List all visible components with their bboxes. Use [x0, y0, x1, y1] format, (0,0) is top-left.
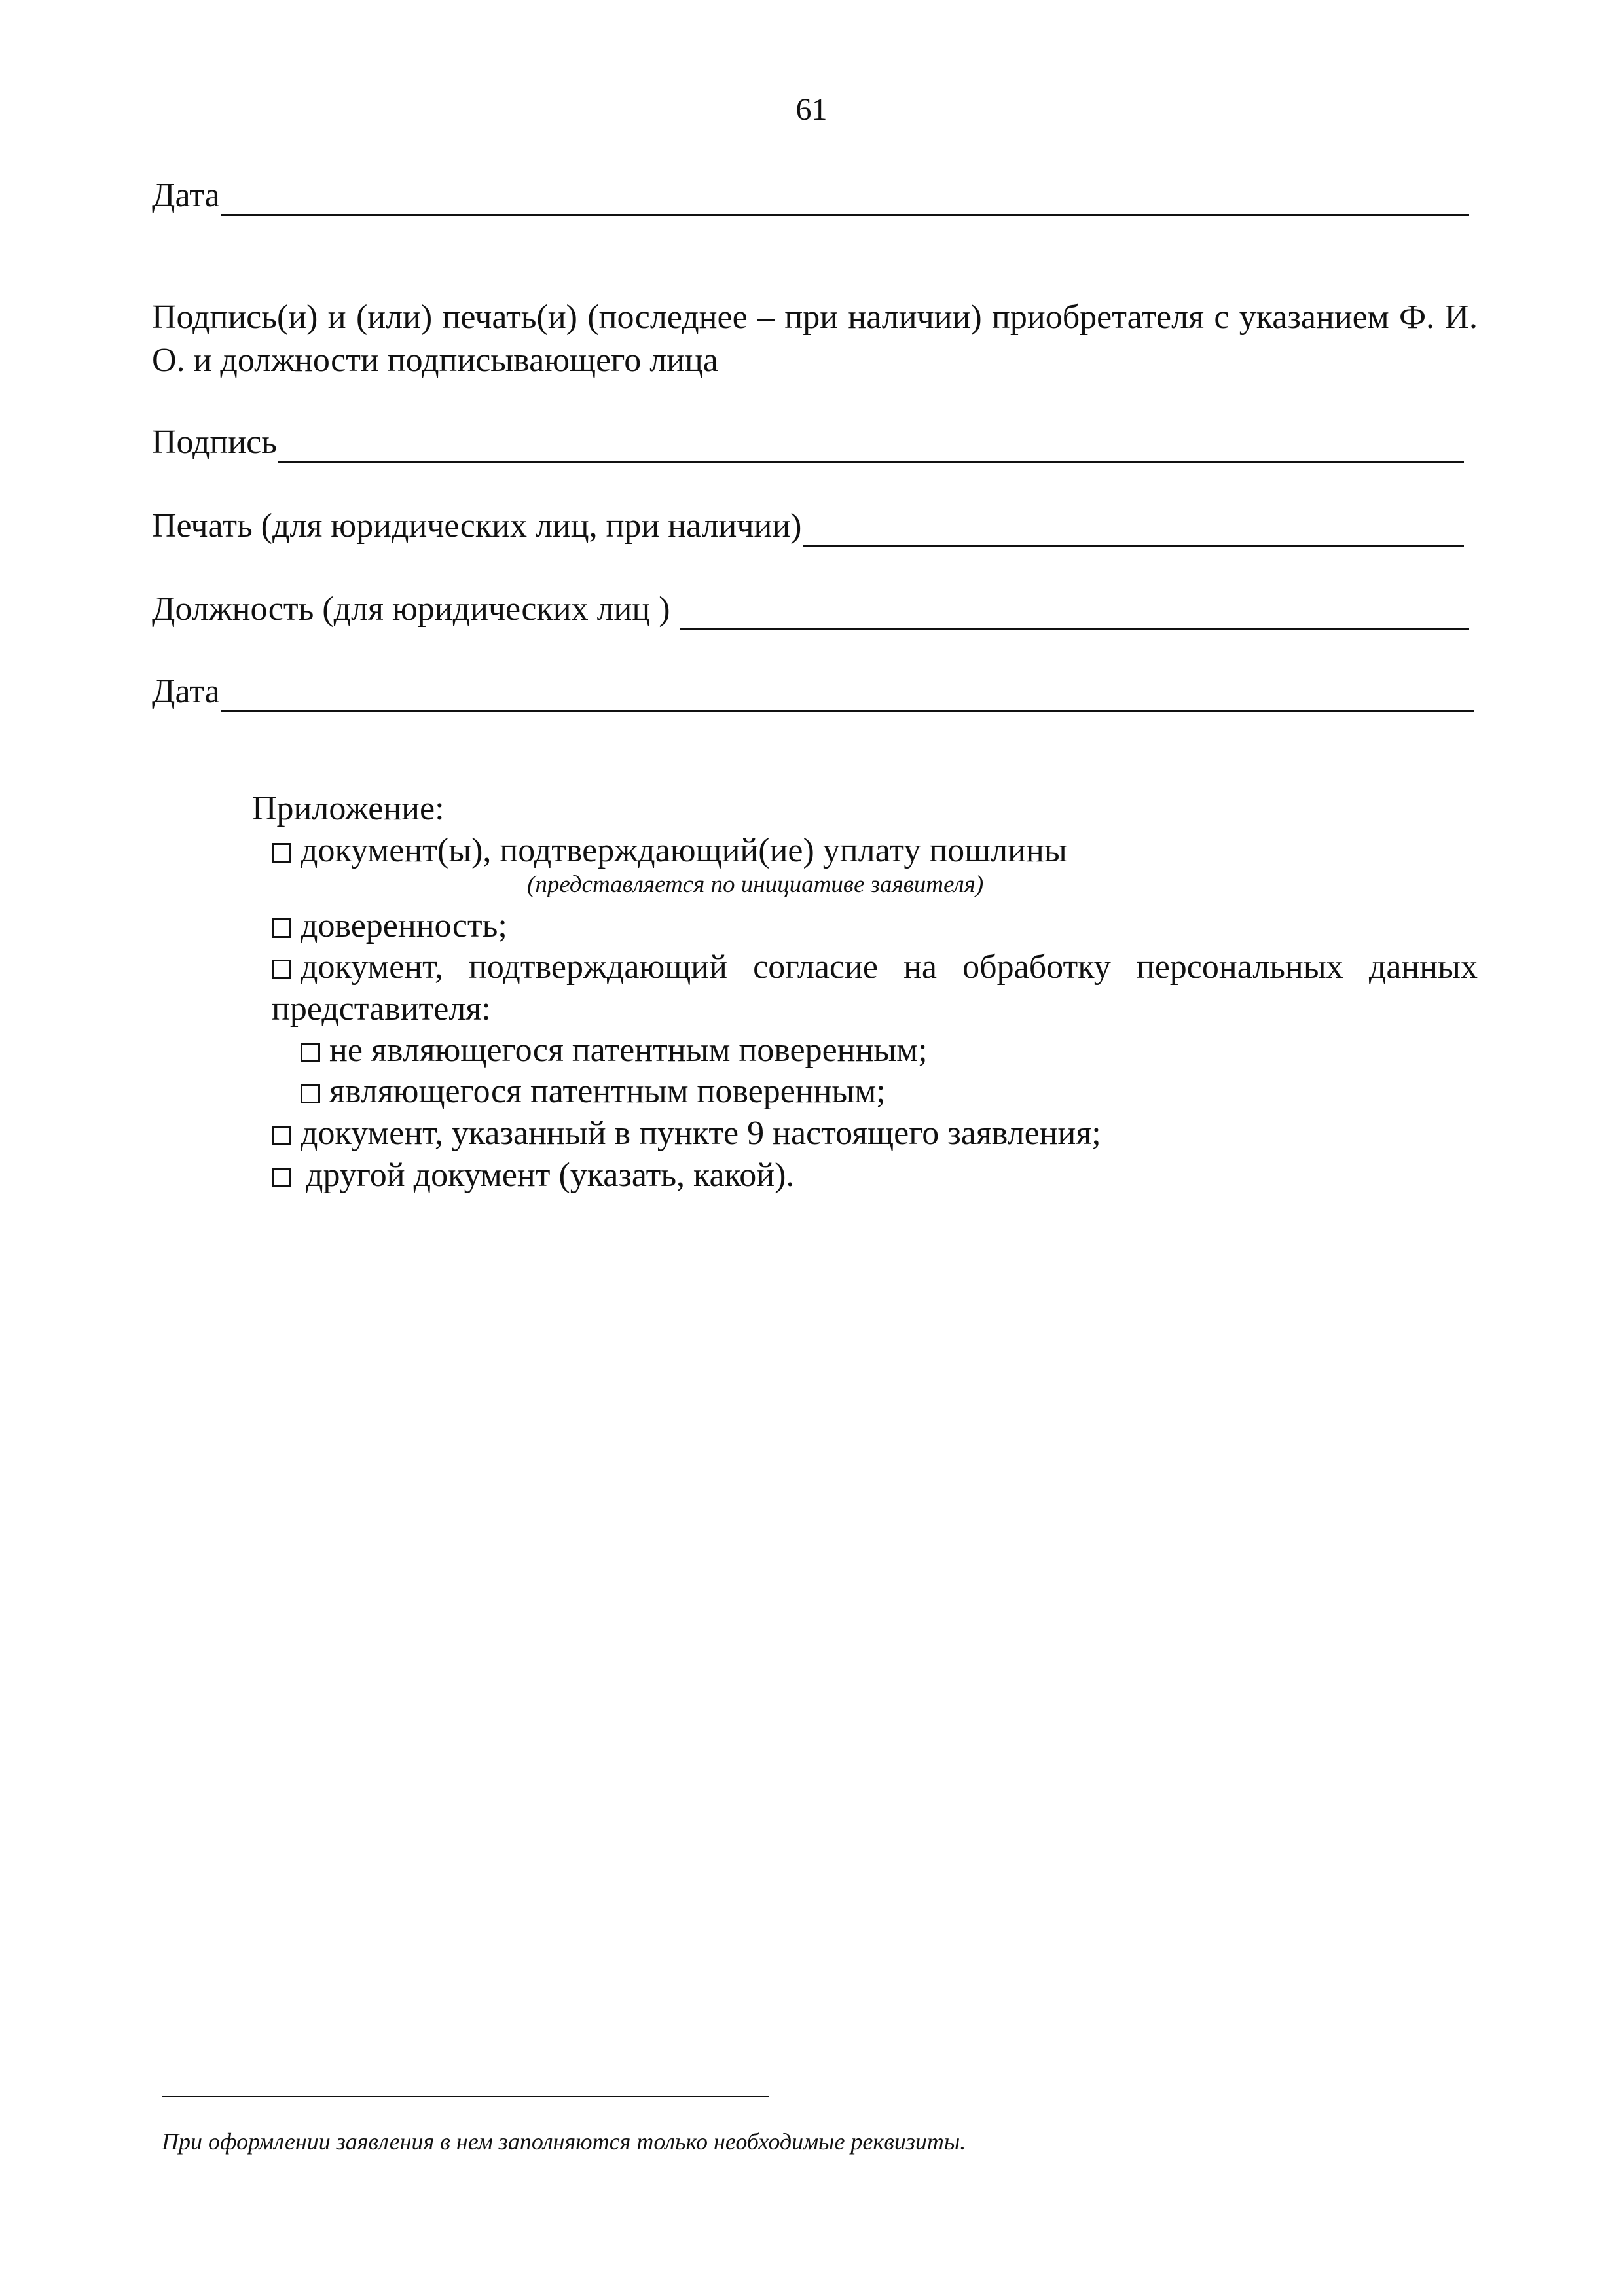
checkbox[interactable]	[272, 843, 291, 863]
signature-field	[152, 422, 1464, 463]
date-input-line-bottom[interactable]	[221, 679, 1474, 712]
appendix-item-clause-9-document	[272, 1113, 1101, 1155]
appendix-item-other-document	[272, 1155, 794, 1196]
position-field	[152, 589, 1469, 630]
appendix-item-label: документ(ы), подтверждающий(ие) уплату пошлины	[301, 832, 1067, 869]
checkbox[interactable]	[272, 1168, 291, 1187]
footnote-divider	[162, 2096, 769, 2097]
appendix-item-fee-document	[272, 830, 1067, 872]
signature-label: Подпись	[152, 423, 277, 461]
appendix-item-label: не являющегося патентным поверенным;	[329, 1031, 928, 1069]
checkbox[interactable]	[272, 1126, 291, 1145]
appendix-item-label: другой документ (указать, какой).	[306, 1157, 795, 1194]
checkbox[interactable]	[272, 918, 291, 938]
seal-input-line[interactable]	[803, 513, 1465, 547]
position-input-line[interactable]	[680, 596, 1469, 630]
checkbox[interactable]	[272, 960, 291, 979]
signature-intro: Подпись(и) и (или) печать(и) (последнее – при наличии) приобретателя с указанием Ф. И. О. и должности подписывающего лица	[152, 298, 1478, 379]
signature-input-line[interactable]	[278, 429, 1464, 463]
page-number: 61	[795, 92, 828, 127]
date-field-bottom	[152, 672, 1474, 712]
appendix-item-note: (представляется по инициативе заявителя)	[527, 871, 984, 898]
appendix-subitem-patent-attorney	[301, 1071, 886, 1113]
seal-label: Печать (для юридических лиц, при наличии)	[152, 507, 802, 545]
appendix-item-label: документ, указанный в пункте 9 настоящего заявления;	[301, 1115, 1101, 1152]
appendix-title: Приложение:	[252, 790, 445, 827]
appendix-subitem-not-patent-attorney	[301, 1030, 928, 1071]
appendix-item-consent-document	[272, 946, 1478, 1030]
position-label: Должность (для юридических лиц )	[152, 590, 670, 628]
seal-field	[152, 506, 1464, 547]
date-label-bottom: Дата	[152, 673, 220, 710]
appendix-item-label: доверенность;	[301, 907, 507, 944]
date-label-top: Дата	[152, 177, 220, 214]
checkbox[interactable]	[301, 1043, 320, 1062]
appendix-item-label: документ, подтверждающий согласие на обработку персональных данных представителя:	[272, 948, 1478, 1028]
checkbox[interactable]	[301, 1084, 320, 1103]
footnote: При оформлении заявления в нем заполняются только необходимые реквизиты.	[162, 2128, 966, 2155]
appendix-item-power-of-attorney	[272, 905, 507, 947]
appendix-item-label: являющегося патентным поверенным;	[329, 1073, 886, 1110]
date-field-top	[152, 175, 1469, 216]
date-input-line-top[interactable]	[221, 183, 1469, 216]
